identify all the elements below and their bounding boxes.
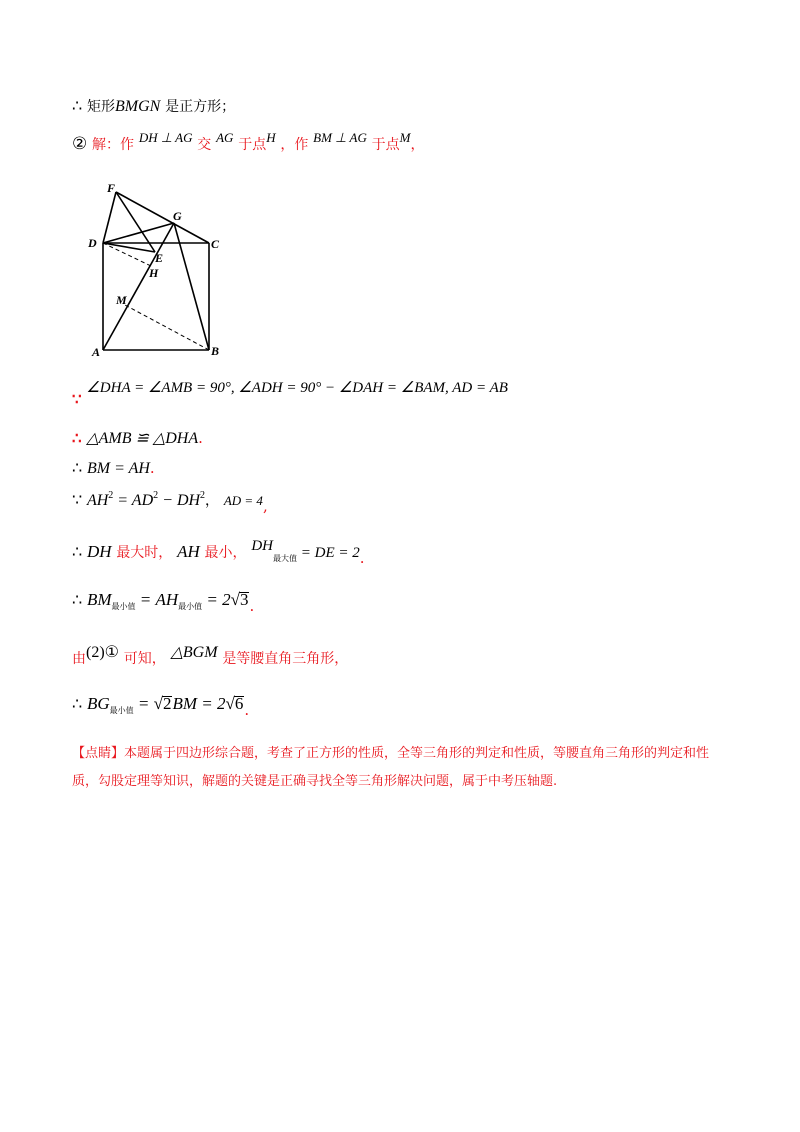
text-segment: 由 (72, 651, 86, 667)
label-C: C (211, 237, 220, 251)
period: . (198, 429, 203, 447)
math-segment: M (399, 130, 411, 145)
math-segment: AD = 4 (223, 493, 263, 508)
bm-min-line (72, 590, 255, 615)
therefore-symbol: ∴ (72, 429, 82, 447)
segment-GB (174, 223, 209, 350)
pythagorean-line (72, 490, 268, 515)
therefore-symbol: ∴ (72, 98, 83, 115)
text-segment: 是正方形； (165, 99, 236, 115)
isosceles-right-line (72, 642, 349, 667)
therefore-symbol: ∴ (72, 592, 83, 609)
segment-AG (103, 223, 174, 350)
bm-equals-ah-line (72, 458, 155, 478)
math-segment: DH ⊥ AG (138, 130, 193, 145)
because-symbol: ∵ (72, 390, 82, 408)
label-H: H (149, 266, 159, 280)
label-F: F (107, 181, 116, 195)
segment-FD (103, 192, 116, 243)
text-segment: 于点 (371, 137, 400, 153)
math-segment: △BGM (170, 644, 218, 661)
math-segment: $DH_{最大值}$ = DE = 2 (251, 538, 360, 563)
math-segment: △AMB ≌ △DHA (86, 430, 199, 447)
label-G: G (173, 209, 182, 223)
therefore-symbol: ∴ (72, 696, 83, 713)
math-segment: BM ⊥ AG (313, 130, 367, 145)
circled-number: ② (72, 134, 88, 154)
conclusion-square-line (72, 96, 235, 116)
comma: , (262, 497, 268, 515)
math-segment: $BM_{最小值} = AH_{最小值} = 2√3$ (86, 590, 249, 611)
label-B: B (211, 344, 220, 358)
geometry-figure (85, 180, 245, 360)
angle-relations-line (72, 378, 508, 408)
dh-max-line (72, 538, 365, 567)
period: . (244, 701, 250, 719)
period: . (149, 459, 155, 477)
math-segment: AH (177, 542, 200, 561)
therefore-symbol: ∴ (72, 544, 83, 561)
text-segment: 最大时， (116, 545, 173, 561)
congruence-line (72, 428, 203, 448)
therefore-symbol: ∴ (72, 460, 83, 477)
period: . (249, 597, 255, 615)
math-segment: AG (216, 130, 234, 145)
text-segment: 是等腰直角三角形， (222, 651, 349, 667)
math-segment: ∠DHA = ∠AMB = 90°, ∠ADH = 90° − ∠DAH = ∠BAM, AD = AB (86, 380, 508, 396)
label-A: A (92, 345, 101, 359)
text-segment: 解：作 (92, 137, 135, 153)
math-segment: $AH^2 = AD^2 - DH^2$ (86, 490, 206, 509)
key-point-note: 【点睛】本题属于四边形综合题，考查了正方形的性质，全等三角形的判定和性质，等腰直角三角形的判定和性质，勾股定理等知识，解题的关键是正确寻找全等三角形解决问题，属于中考压轴题. (72, 746, 710, 789)
label-M: M (116, 293, 127, 307)
text-segment: 于点 (238, 137, 267, 153)
because-symbol: ∵ (72, 492, 83, 509)
construction-line (72, 130, 425, 154)
math-segment: (2)① (86, 644, 119, 661)
text-segment: ， (410, 137, 425, 153)
math-segment: BM = AH (86, 460, 150, 477)
math-segment: BMGN (114, 98, 161, 115)
comma: ， (205, 493, 220, 509)
text-segment: 可知， (123, 651, 166, 667)
segment-DE (103, 243, 155, 252)
math-segment: DH (86, 542, 112, 561)
period: . (359, 549, 365, 567)
text-segment: ，作 (280, 137, 309, 153)
bg-min-line (72, 694, 250, 719)
dashed-BM (125, 305, 209, 350)
text-segment: 矩形 (86, 99, 115, 115)
text-segment: 最小， (204, 545, 247, 561)
math-segment: H (266, 130, 276, 145)
text-segment: 交 (197, 137, 212, 153)
math-segment: $BG_{最小值} = √2BM = 2√6$ (86, 694, 244, 715)
label-D: D (88, 236, 97, 250)
label-E: E (155, 251, 164, 265)
